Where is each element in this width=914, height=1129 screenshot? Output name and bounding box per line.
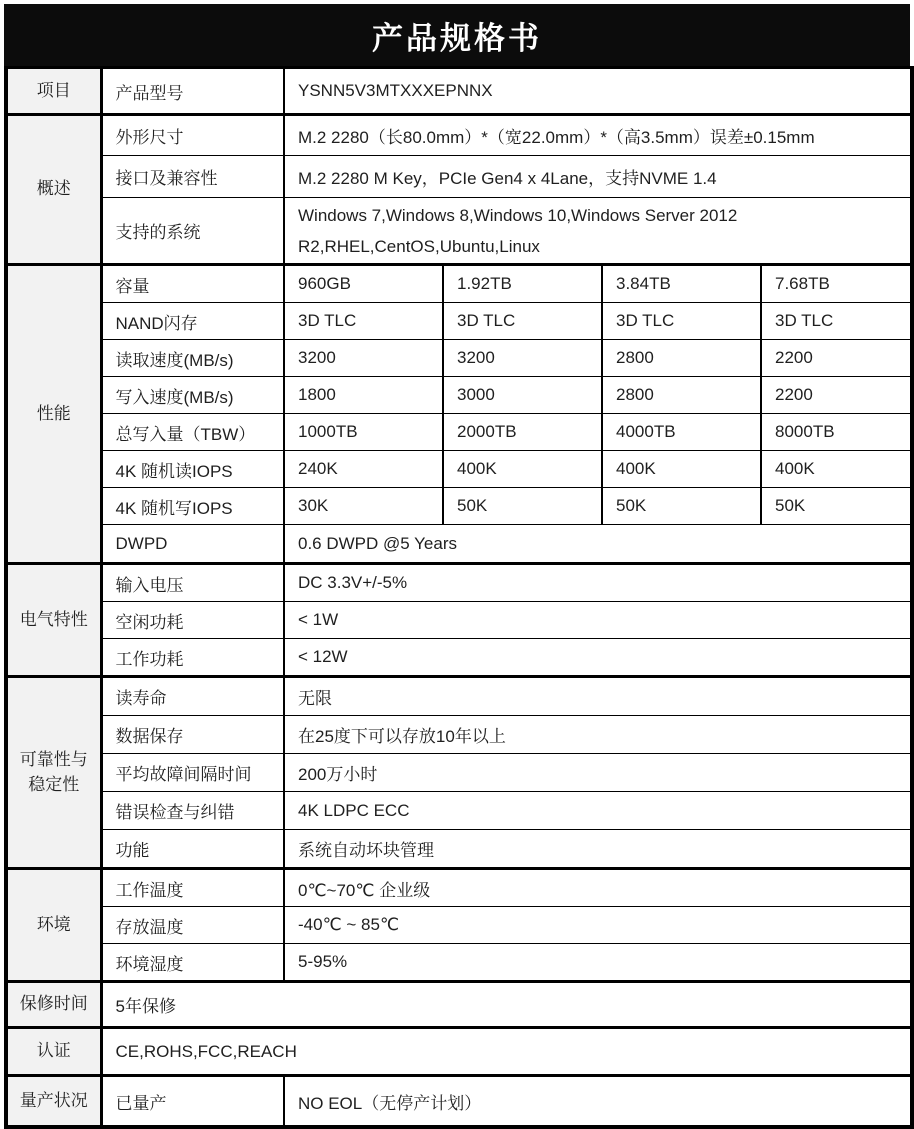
spec-value: 3D TLC: [761, 303, 912, 340]
spec-label-data-retention: 数据保存: [101, 716, 284, 754]
spec-sheet: [4, 4, 910, 1129]
category-cell-environment: 环境: [6, 869, 101, 982]
spec-label-random-read-iops: 4K 随机读IOPS: [101, 451, 284, 488]
spec-value-warranty: 5年保修: [101, 982, 912, 1028]
spec-value: 2200: [761, 340, 912, 377]
spec-row: [6, 488, 912, 525]
page-title: 产品规格书: [4, 4, 910, 66]
spec-row: [6, 982, 912, 1028]
spec-value-supported-os: Windows 7,Windows 8,Windows 10,Windows Server 2012 R2,RHEL,CentOS,Ubuntu,Linux: [284, 198, 912, 265]
spec-value: 1800: [284, 377, 443, 414]
spec-value: 50K: [443, 488, 602, 525]
category-cell-overview: 概述: [6, 115, 101, 265]
spec-label-ecc: 错误检查与纠错: [101, 792, 284, 830]
spec-table: [4, 66, 914, 1129]
category-cell-certification: 认证: [6, 1028, 101, 1076]
spec-value-function: 系统自动坏块管理: [284, 830, 912, 869]
spec-row: [6, 1028, 912, 1076]
spec-value: 240K: [284, 451, 443, 488]
spec-value: 1000TB: [284, 414, 443, 451]
spec-value: 400K: [602, 451, 761, 488]
spec-value: 50K: [602, 488, 761, 525]
spec-label-nand-flash: NAND闪存: [101, 303, 284, 340]
spec-row: [6, 602, 912, 639]
spec-value: 1.92TB: [443, 265, 602, 303]
spec-row: [6, 869, 912, 907]
spec-value: 2000TB: [443, 414, 602, 451]
spec-row: [6, 156, 912, 198]
spec-label-mtbf: 平均故障间隔时间: [101, 754, 284, 792]
category-cell-item: 项目: [6, 68, 101, 115]
spec-row: [6, 639, 912, 677]
spec-label-operating-temp: 工作温度: [101, 869, 284, 907]
category-cell-warranty: 保修时间: [6, 982, 101, 1028]
spec-value: 3200: [284, 340, 443, 377]
category-cell-production-status: 量产状况: [6, 1076, 101, 1128]
spec-value: 2200: [761, 377, 912, 414]
spec-row: [6, 944, 912, 982]
spec-value: 2800: [602, 340, 761, 377]
spec-row: [6, 754, 912, 792]
spec-value-active-power: < 12W: [284, 639, 912, 677]
spec-value: 3D TLC: [602, 303, 761, 340]
spec-value: 3000: [443, 377, 602, 414]
spec-value: 960GB: [284, 265, 443, 303]
spec-value-certification: CE,ROHS,FCC,REACH: [101, 1028, 912, 1076]
spec-row: [6, 564, 912, 602]
spec-value-data-retention: 在25度下可以存放10年以上: [284, 716, 912, 754]
spec-value: 4000TB: [602, 414, 761, 451]
spec-label-read-endurance: 读寿命: [101, 677, 284, 716]
spec-value: 400K: [443, 451, 602, 488]
spec-row: [6, 1076, 912, 1128]
spec-row: [6, 792, 912, 830]
spec-row: [6, 716, 912, 754]
spec-value: 30K: [284, 488, 443, 525]
spec-value-humidity: 5-95%: [284, 944, 912, 982]
spec-label-dimensions: 外形尺寸: [101, 115, 284, 156]
spec-label-capacity: 容量: [101, 265, 284, 303]
spec-row: [6, 68, 912, 115]
spec-label-input-voltage: 输入电压: [101, 564, 284, 602]
spec-row: [6, 115, 912, 156]
spec-label-interface: 接口及兼容性: [101, 156, 284, 198]
spec-value: 3200: [443, 340, 602, 377]
spec-value: 3.84TB: [602, 265, 761, 303]
spec-row: [6, 303, 912, 340]
category-cell-performance: 性能: [6, 265, 101, 564]
spec-label-storage-temp: 存放温度: [101, 907, 284, 944]
spec-label-tbw: 总写入量（TBW）: [101, 414, 284, 451]
spec-row: [6, 830, 912, 869]
spec-value-dimensions: M.2 2280（长80.0mm）*（宽22.0mm）*（高3.5mm）误差±0.15mm: [284, 115, 912, 156]
spec-label-write-speed: 写入速度(MB/s): [101, 377, 284, 414]
spec-value: 3D TLC: [443, 303, 602, 340]
spec-value-input-voltage: DC 3.3V+/-5%: [284, 564, 912, 602]
spec-label-supported-os: 支持的系统: [101, 198, 284, 265]
spec-label-active-power: 工作功耗: [101, 639, 284, 677]
spec-row: [6, 340, 912, 377]
spec-label-random-write-iops: 4K 随机写IOPS: [101, 488, 284, 525]
spec-value-read-endurance: 无限: [284, 677, 912, 716]
spec-row: [6, 525, 912, 564]
spec-row: [6, 377, 912, 414]
spec-value: 400K: [761, 451, 912, 488]
spec-label-read-speed: 读取速度(MB/s): [101, 340, 284, 377]
spec-value-mtbf: 200万小时: [284, 754, 912, 792]
spec-value-product-model: YSNN5V3MTXXXEPNNX: [284, 68, 912, 115]
spec-label-product-model: 产品型号: [101, 68, 284, 115]
spec-value-eol: NO EOL（无停产计划）: [284, 1076, 912, 1128]
spec-value: 2800: [602, 377, 761, 414]
spec-label-dwpd: DWPD: [101, 525, 284, 564]
spec-label-function: 功能: [101, 830, 284, 869]
spec-value-storage-temp: -40℃ ~ 85℃: [284, 907, 912, 944]
spec-row: [6, 907, 912, 944]
spec-row: [6, 414, 912, 451]
spec-value-idle-power: < 1W: [284, 602, 912, 639]
category-cell-electrical: 电气特性: [6, 564, 101, 677]
spec-value: 3D TLC: [284, 303, 443, 340]
spec-label-humidity: 环境湿度: [101, 944, 284, 982]
spec-value-interface: M.2 2280 M Key，PCIe Gen4 x 4Lane，支持NVME 1.4: [284, 156, 912, 198]
spec-value-dwpd: 0.6 DWPD @5 Years: [284, 525, 912, 564]
spec-label-idle-power: 空闲功耗: [101, 602, 284, 639]
spec-value: 50K: [761, 488, 912, 525]
spec-row: [6, 265, 912, 303]
spec-row: [6, 198, 912, 265]
spec-label-mass-production: 已量产: [101, 1076, 284, 1128]
spec-value-ecc: 4K LDPC ECC: [284, 792, 912, 830]
spec-value-operating-temp: 0℃~70℃ 企业级: [284, 869, 912, 907]
spec-row: [6, 451, 912, 488]
spec-value: 7.68TB: [761, 265, 912, 303]
spec-value: 8000TB: [761, 414, 912, 451]
spec-row: [6, 677, 912, 716]
category-cell-reliability: 可靠性与稳定性: [6, 677, 101, 869]
